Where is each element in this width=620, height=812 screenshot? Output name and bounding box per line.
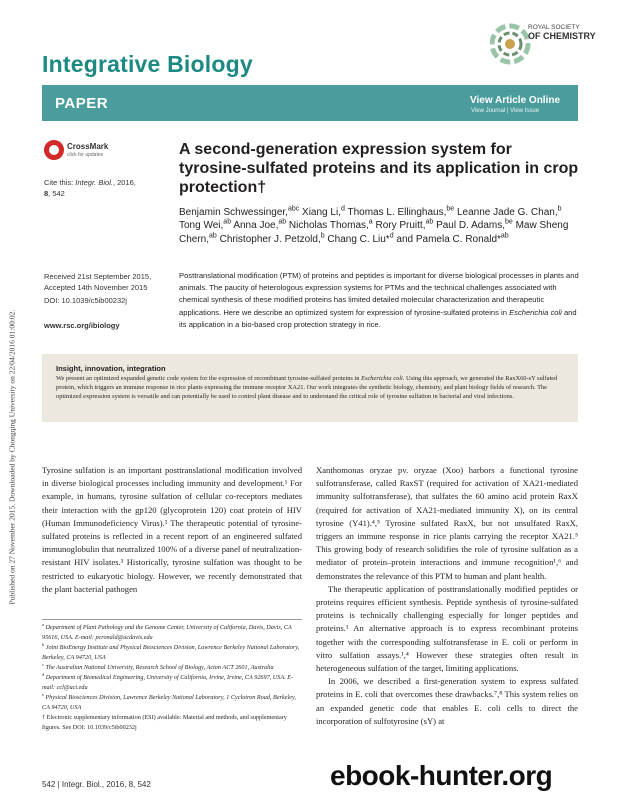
- article-type-label: PAPER: [55, 95, 109, 112]
- author-name: Christopher J. Petzold,: [216, 233, 321, 245]
- footnote-mark: c: [42, 661, 44, 667]
- affiliation-footnote: [42, 623, 302, 643]
- esi-footnote: † Electronic supplementary information (ESI) available: Material and methods, and supplementary figures. See DOI: 10.1039/c5ib00232j: [42, 714, 287, 731]
- footnote-text: The Australian National University, Research School of Biology, Acton ACT 2601, Australia: [43, 664, 274, 671]
- abstract-part-2: and its application in a bio-based crop protection strategy in rice.: [179, 307, 577, 329]
- affiliation-footnote: [42, 643, 302, 663]
- body-right-column: [316, 464, 578, 728]
- cite-year: , 2016,: [112, 178, 136, 187]
- author-affiliation-mark: d: [389, 232, 394, 240]
- affiliation-footnote: [42, 663, 302, 673]
- body-right-paragraph-3: In 2006, we described a first-generation system to express sulfated proteins in E. coli that overcomes these drawbacks.⁷,⁸ This system relies on an expanded genetic code that enables E. coli cells to direct the incorporation of sulfotyrosine (sY) at: [316, 676, 578, 726]
- author-affiliation-mark: ab: [425, 219, 434, 227]
- abstract: [179, 270, 579, 331]
- footnote-text: Physical Biosciences Division, Lawrence Berkeley National Laboratory, 1 Cyclotron Road, Berkeley, CA 94720, USA: [42, 694, 296, 711]
- author-affiliation-mark: ab: [223, 219, 232, 227]
- author-name: Xiang Li,: [299, 207, 341, 218]
- footnote-mark: e: [42, 691, 44, 697]
- insight-part-1: We present an optimized expanded genetic code system for the expression of recombinant tyrosine-sulfated proteins in: [56, 375, 362, 382]
- body-left-column: Tyrosine sulfation is an important posttranslational modification involved in diverse biological processes including immunity and development.¹ For example, in humans, tyrosine sulfation of cellular co-receptors mediates their interaction with the gp120 (glycoprotein 120) coat protein of HIV (Human Immunodeficiency Virus).² The therapeutic potential of tyrosine-sulfated proteins is reflected in a recent report of an engineered sulfated immunoglobulin that neutralized 100% of a diverse panel of neutralization-resistant HIV isolates.³ Historically, tyrosine sulfation was thought to be restricted to eukaryotic biology. However, we recently demonstrated that the plant bacterial pathogen: [42, 465, 302, 594]
- insight-part-2: . Using this approach, we generated the RaxX60-sY sulfated protein, which triggers an immune response in rice plants expressing the immune receptor XA21. Our work integrates the synthetic biology, chemistry, and plant biology fields of research. The optimized expression system is versatile and can potentially be used to control plant disease and to understand the critical role of tyrosine sulfation in bacterial and viral infections.: [56, 375, 558, 400]
- author-affiliation-mark: ab: [278, 219, 287, 227]
- author-affiliation-mark: ab: [500, 232, 509, 240]
- journal-title: Integrative Biology: [42, 51, 253, 77]
- insight-organism: Escherichia coli: [361, 375, 403, 382]
- page-footer: 542 | Integr. Biol., 2016, 8, 542: [42, 780, 151, 789]
- affiliation-footnote: [42, 673, 302, 693]
- author-affiliation-mark: ab: [209, 232, 217, 240]
- abstract-organism: Escherichia coli: [509, 307, 562, 317]
- footnote-text: Department of Biomedical Engineering, University of California, Irvine, Irvine, CA 92697, USA. E-mail: ccl@uci.edu: [42, 674, 294, 691]
- journal-website-link[interactable]: www.rsc.org/ibiology: [44, 321, 120, 330]
- article-dates: [44, 271, 169, 293]
- footnote-text: Joint BioEnergy Institute and Physical Biosciences Division, Lawrence Berkeley National Laboratory, Berkeley, CA 94720, USA: [42, 644, 300, 661]
- article-title: A second-generation expression system for tyrosine-sulfated proteins and its application in crop protection†: [179, 141, 579, 196]
- body-right-paragraph-2: The therapeutic application of posttranslationally modified peptides or proteins requires efficient synthesis. Peptide synthesis of tyrosine-sulfated proteins is technically challenging especially for longer peptides and proteins.¹ An alternative approach is to express recombinant proteins together with the corresponding sulfotransferase in E. coli or perform in vitro sulfation assays.¹,⁴ However these strategies often result in heterogeneous sulfation of the target, limiting applications.: [316, 583, 578, 674]
- article-doi[interactable]: DOI: 10.1039/c5ib00232j: [44, 296, 127, 305]
- author-list: [179, 206, 579, 246]
- crossmark-label: CrossMark: [67, 142, 109, 151]
- author-name: Anna Joe,: [231, 220, 279, 232]
- abstract-part-1: Posttranslational modification (PTM) of proteins and peptides is important for diverse biological processes in plants and animals. The paucity of heterologous expression systems for PTMs and the technical challenges associated with chemical synthesis of these modified proteins has limited detailed molecular characterization and therapeutic applications. Here we describe an optimized system for expression of tyrosine-sulfated proteins in: [179, 271, 579, 317]
- insight-title: Insight, innovation, integration: [56, 364, 166, 373]
- author-name: Chang C. Liu*: [324, 233, 390, 245]
- author-affiliation-mark: be: [505, 219, 513, 227]
- author-affiliation-mark: b: [557, 205, 562, 213]
- author-affiliation-mark: b: [320, 232, 325, 240]
- publisher-line-1: ROYAL SOCIETY: [528, 24, 580, 31]
- crossmark-badge[interactable]: [44, 140, 116, 162]
- body-right-paragraph-1: Xanthomonas oryzae pv. oryzae (Xoo) harbors a functional tyrosine sulfotransferase, called RaxST (required for activation of XA21-mediated immunity sulfotransferase), that sulfates the 60 amino acid protein RaxX (required for activation of XA21-mediated immunity X), on its central tyrosine (Y41).⁴,⁵ Tyrosine sulfated RaxX, but not unsulfated RaxX, triggers an immune response in rice plants carrying the receptor XA21.⁵ This growing body of research solidifies the role of tyrosine sulfation as a mediator of protein–protein interactions and immune recognition¹,⁶ and demonstrates the relevance of this PTM to human and plant health.: [316, 465, 578, 581]
- author-name: Nicholas Thomas,: [286, 220, 369, 232]
- author-name: Thomas L. Ellinghaus,: [344, 207, 447, 218]
- publisher-line-2: OF CHEMISTRY: [528, 31, 596, 42]
- author-affiliation-mark: a: [368, 219, 373, 227]
- author-name: Benjamin Schwessinger,: [179, 207, 288, 218]
- author-affiliation-mark: d: [340, 205, 345, 213]
- author-affiliation-mark: be: [446, 205, 455, 213]
- received-date: Received 21st September 2015,: [44, 272, 152, 281]
- author-name: Rory Pruitt,: [372, 220, 426, 232]
- author-name: Tong Wei,: [179, 220, 224, 232]
- cite-volume: 8: [44, 189, 49, 198]
- cite-journal: Integr. Biol.: [75, 178, 113, 187]
- footnote-mark: b: [42, 641, 45, 647]
- footnote-mark: d: [42, 671, 45, 677]
- view-article-online-link[interactable]: View Article Online: [470, 95, 561, 106]
- watermark: ebook-hunter.org: [330, 760, 553, 791]
- author-affiliation-mark: abc: [287, 205, 300, 213]
- author-name: Leanne Jade G. Chan,: [454, 207, 558, 218]
- affiliation-footnote: [42, 693, 302, 713]
- footnote-mark: a: [42, 621, 44, 627]
- footnote-text: Department of Plant Pathology and the Genome Center, University of California, Davis, Davis, CA 95616, USA. E-mail: pcronald@ucdavis.edu: [42, 624, 292, 641]
- publisher-name: [528, 24, 596, 41]
- crossmark-icon: [44, 140, 64, 160]
- author-name: Paul D. Adams,: [433, 220, 505, 232]
- crossmark-sub: click for updates: [67, 152, 104, 158]
- publication-side-note: Published on 27 November 2015. Downloaded by Chongqing University on 22/04/2016 01:00:02.: [7, 309, 17, 605]
- affiliation-footnotes: [42, 619, 302, 733]
- author-name: Maw Sheng Chern,: [179, 220, 569, 245]
- citation-info: [44, 177, 164, 199]
- accepted-date: Accepted 14th November 2015: [44, 283, 148, 292]
- author-name: and Pamela C. Ronald*: [393, 233, 501, 245]
- insight-body: [56, 375, 568, 401]
- cite-prefix: Cite this:: [44, 178, 74, 187]
- cite-page: , 542: [48, 189, 65, 198]
- view-journal-issue-links[interactable]: View Journal | View Issue: [471, 108, 540, 114]
